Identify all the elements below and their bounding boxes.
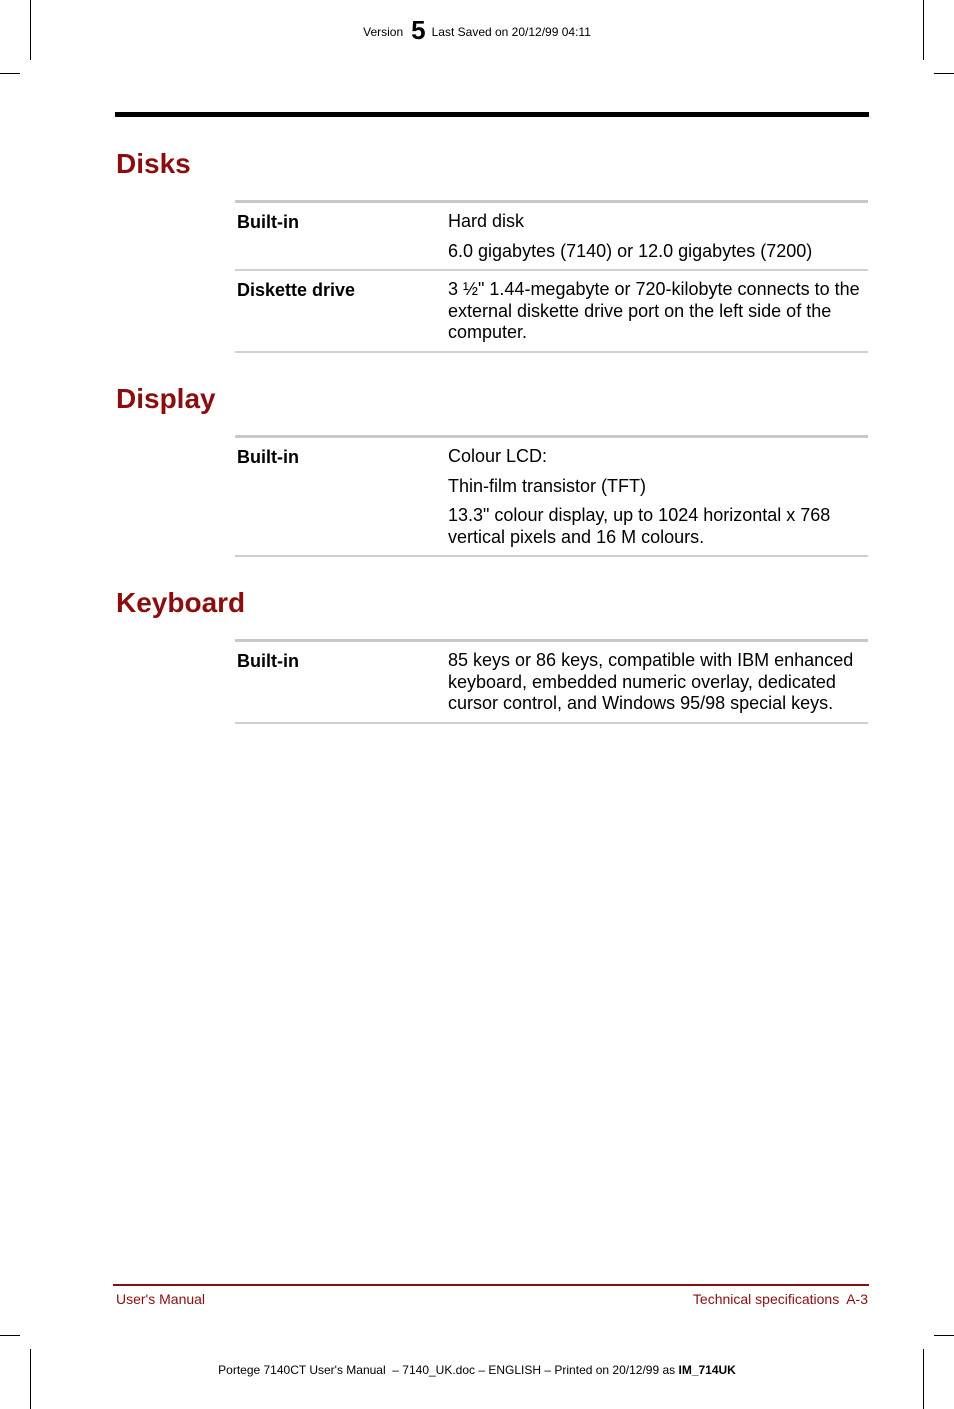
row-value: 3 ½" 1.44-megabyte or 720-kilobyte connects to the external diskette drive port on the left side of the computer.: [448, 279, 860, 342]
row-value: Thin-film transistor (TFT): [448, 475, 646, 496]
row-label: Built-in: [237, 447, 299, 467]
row-value: Colour LCD:: [448, 446, 548, 466]
crop-mark: [30, 1349, 31, 1409]
footer-page-ref: Technical specifications A-3: [692, 1291, 868, 1307]
crop-mark: [934, 1335, 954, 1336]
spec-table-display: [235, 435, 868, 557]
crop-mark: [0, 1335, 20, 1336]
section-title-disks: Disks: [116, 148, 191, 179]
table-row: [235, 271, 868, 353]
row-label: Diskette drive: [237, 280, 356, 300]
crop-mark: [934, 73, 954, 74]
row-value: 13.3" colour display, up to 1024 horizontal x 768 vertical pixels and 16 M colours.: [448, 505, 831, 547]
print-info: Portege 7140CT User's Manual – 7140_UK.doc – ENGLISH – Printed on 20/12/99 as: [218, 1363, 679, 1377]
print-line: [0, 1363, 954, 1377]
crop-mark: [0, 73, 20, 74]
top-rule: [115, 112, 869, 117]
row-value: 6.0 gigabytes (7140) or 12.0 gigabytes (7200): [448, 240, 813, 261]
last-saved: Last Saved on 20/12/99 04:11: [431, 24, 591, 39]
table-row: [235, 203, 868, 271]
version-number: 5: [411, 14, 426, 45]
print-code: IM_714UK: [678, 1363, 736, 1377]
section-title-display: Display: [116, 383, 216, 414]
section-title-keyboard: Keyboard: [116, 587, 246, 618]
table-row: [235, 642, 868, 724]
row-label: Built-in: [237, 651, 299, 671]
spec-table-disks: [235, 200, 868, 353]
footer-rule: [113, 1284, 869, 1286]
crop-mark: [923, 1349, 924, 1409]
row-label: Built-in: [237, 212, 299, 232]
table-row: [235, 438, 868, 557]
row-value: 85 keys or 86 keys, compatible with IBM enhanced keyboard, embedded numeric overlay, dedicated cursor control, and Windows 95/98 special keys.: [448, 650, 854, 713]
row-value: Hard disk: [448, 211, 525, 231]
spec-table-keyboard: [235, 639, 868, 724]
version-header: [0, 14, 954, 45]
version-label: Version: [363, 24, 404, 39]
footer-manual-title: User's Manual: [116, 1291, 206, 1307]
